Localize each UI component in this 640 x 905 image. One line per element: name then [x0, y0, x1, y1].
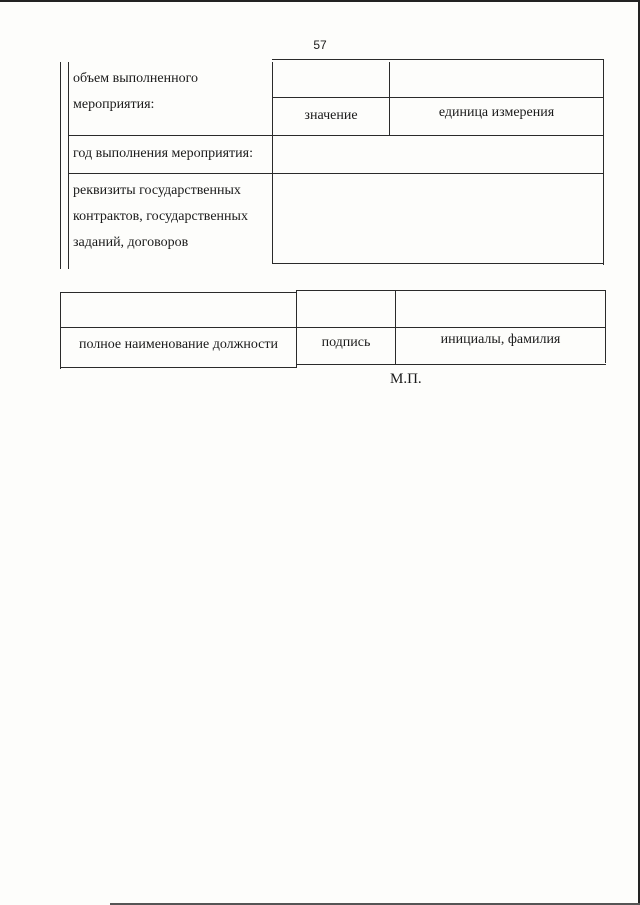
name-caption: инициалы, фамилия: [440, 332, 561, 347]
table2-top-border-right: [296, 290, 606, 291]
position-caption: полное наименование должности: [78, 337, 279, 352]
table1-bottom-border: [272, 263, 604, 264]
table1-left-inner-border: [68, 62, 69, 269]
table1-row2-bottom: [68, 173, 604, 174]
signature-caption: подпись: [321, 335, 371, 350]
contracts-label-line3: заданий, договоров: [73, 235, 189, 250]
table2-bottom-border-right: [296, 364, 606, 365]
contracts-label: [73, 178, 271, 256]
volume-label-line2: мероприятия:: [73, 97, 155, 112]
contracts-label-line1: реквизиты государственных: [73, 183, 241, 198]
value-caption: значение: [304, 108, 358, 123]
volume-label: [73, 66, 268, 118]
table1-caption-line: [272, 97, 604, 98]
contracts-label-line2: контрактов, государственных: [73, 209, 248, 224]
table2-bottom-border-left: [60, 367, 296, 368]
stamp-placeholder: М.П.: [390, 371, 422, 387]
volume-label-line1: объем выполненного: [73, 71, 198, 86]
table1-right-border: [603, 59, 604, 265]
table2-top-border-left: [60, 292, 296, 293]
page-border-top: [0, 0, 640, 2]
table1-row1-bottom: [68, 135, 604, 136]
unit-caption: единица измерения: [438, 105, 555, 120]
table1-top-border: [272, 59, 604, 60]
table1-left-outer-border: [60, 62, 61, 269]
year-label: год выполнения мероприятия:: [73, 146, 253, 161]
page-number: 57: [313, 38, 327, 52]
